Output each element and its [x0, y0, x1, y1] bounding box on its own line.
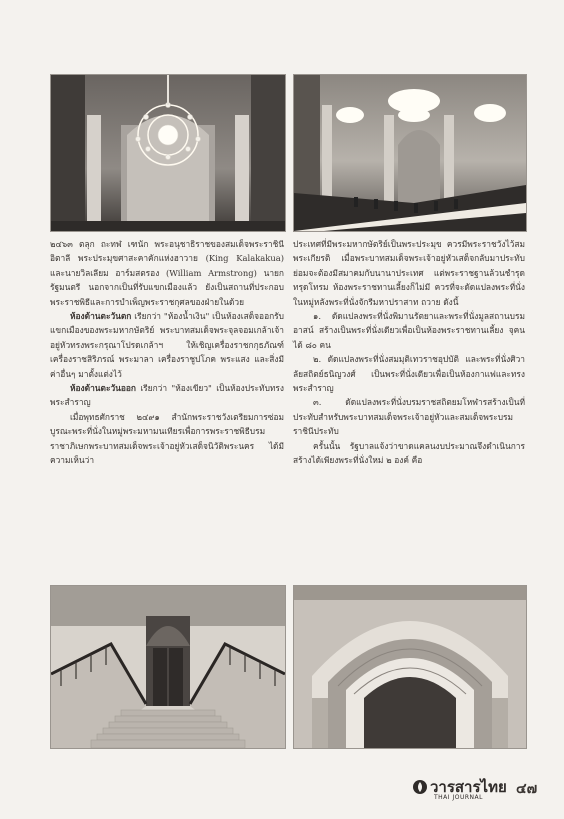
paragraph-budget: ครั้นนั้น รัฐบาลแจ้งว่าขาดแคลนงบประมาณจึงดำเนินการสร้างได้เพียงพระที่นั่งใหม่ ๒ องค์ คือ	[293, 440, 525, 466]
paragraph-west-room	[50, 309, 284, 381]
banquet-hall-illustration	[294, 75, 526, 231]
ballroom-illustration	[51, 75, 285, 231]
photo-arched-doorway	[293, 585, 527, 749]
paragraph-visitors: ๒๔๖๓ ตลุก ถะทฬ เฑนัก พระอนุชาธิราชของสมเด็จพระราชินีอิตาลี พระประมุขศาสะคาคักแห่งฮาวาย (King Kalakakua) และนายวิลเลียม อาร์มสตรอง (William Armstrong) นายกรัฐมนตรี นอกจากเป็นที่รับแขกเมืองแล้ว ยังเป็นสถานที่ประกอบพระราชพิธีและการบำเพ็ญพระราชกุศลของฝ่ายในด้วย	[50, 239, 284, 307]
east-room-text: เรียกว่า "ห้องเขียว" เป็นห้องประทับทรงพระสำราญ	[50, 383, 284, 408]
right-column-text	[293, 237, 525, 468]
list-item-1: ๑. ดัดแปลงพระที่นั่งพิมานรัตยาและพระที่นั่งมูลสถานบรมอาสน์ สร้างเป็นพระที่นั่งเดียวเพื่อเป็นห้องพระราชทานเลี้ยง จุคนได้ ๘๐ คน	[293, 311, 525, 350]
page-number: ๔๗	[516, 781, 538, 797]
east-room-heading: ห้องด้านตะวันออก	[70, 383, 137, 394]
list-item-3: ๓. ดัดแปลงพระที่นั่งบรมราชสถิตยมโหฬารสร้างเป็นที่ประทับสำหรับพระบาทสมเด็จพระเจ้าอยู่หัวและสมเด็จพระบรมราชินีประทับ	[293, 397, 525, 437]
staircase-illustration	[51, 586, 285, 748]
arch-illustration	[294, 586, 526, 748]
thai-journal-logo	[412, 775, 508, 803]
list-item-2: ๒. ดัดแปลงพระที่นั่งสมมุติเทวราชอุปบัติ และพระที่นั่งศิวาลัยสถิตย์ธนิญวงศ์ เป็นพระที่นั่งเดียวเพื่อเป็นห้องกาแฟและทรงพระสำราญ	[293, 354, 525, 394]
paragraph-east-room	[50, 381, 284, 410]
paragraph-restoration: เมื่อพุทธศักราช ๒๔๙๑ สำนักพระราชวังเตรียมการซ่อมบูรณะพระที่นั่งในหมู่พระมหามนเทียรเพื่อการพระราชพิธีบรมราชาภิเษกพระบาทสมเด็จพระเจ้าอยู่หัวเสด็จนิวัติพระนคร ได้มีความเห็นว่า	[50, 411, 284, 466]
photo-ballroom-chandelier	[50, 74, 286, 232]
journal-emblem-icon	[412, 779, 428, 795]
west-room-text: เรียกว่า "ห้องน้ำเงิน" เป็นห้องเสด็จออกรับแขกเมืองของพระมหากษัตริย์ พระบาทสมเด็จพระจุลจอมเกล้าเจ้าอยู่หัวทรงพระกรุณาโปรดเกล้าฯ ให้เชิญเครื่องราชกกุธภัณฑ์ เครื่องราชสิริภรณ์ พระมาลา เครื่องราชูปโภค พระแสง และสิ่งมีค่าอื่นๆ มาตั้งแต่งไว้	[50, 311, 284, 379]
logo-thai-text: วารสารไทย	[430, 778, 507, 796]
photo-grand-staircase	[50, 585, 286, 749]
left-column-text	[50, 237, 284, 468]
paragraph-palace-proposal: ประเทศที่มีพระมหากษัตริย์เป็นพระประมุข ควรมีพระราชวังไว้สมพระเกียรติ เมื่อพระบาทสมเด็จพระเจ้าอยู่หัวเสด็จกลับมาประทับ ย่อมจะต้องมีสมาคมกับนานาประเทศ แต่พระราชฐานล้วนชำรุดทรุดโทรม ห้องพระราชทานเลี้ยงก็ไม่มี ควรที่จะดัดแปลงพระที่นั่งในหมู่หลังพระที่นั่งจักรีมหาปราสาท ถวาย ดังนี้	[293, 239, 525, 307]
photo-banquet-hall-chandelier	[293, 74, 527, 232]
logo-english-text: THAI JOURNAL	[434, 794, 483, 801]
west-room-heading: ห้องด้านตะวันตก	[70, 311, 132, 322]
